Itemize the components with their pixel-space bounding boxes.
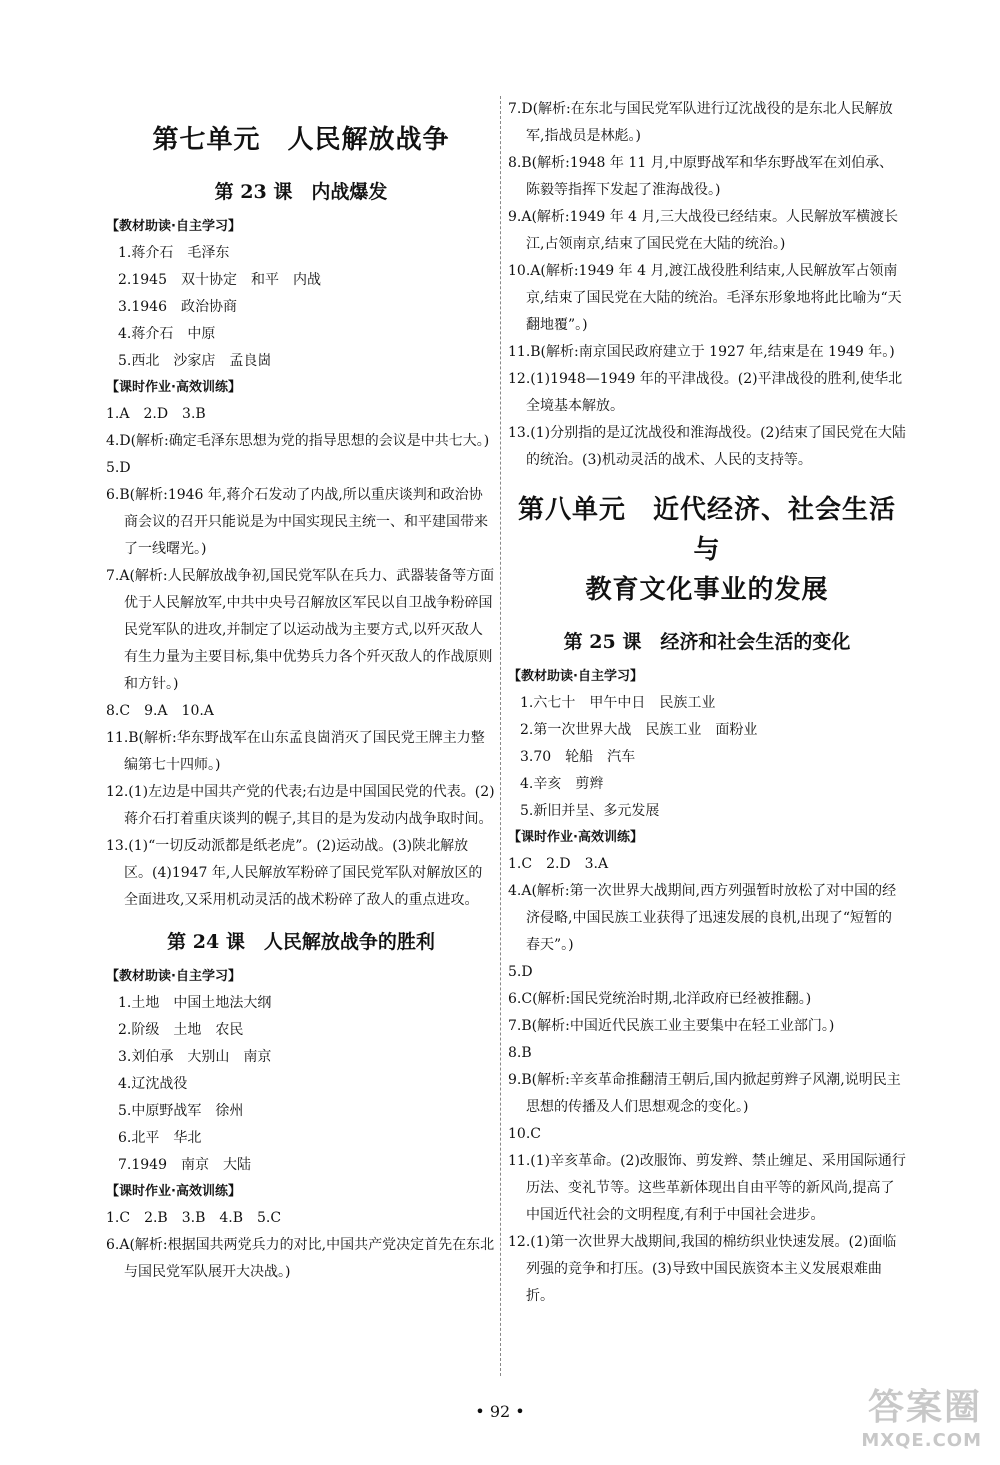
knowledge-point: 7.1949 南京 大陆 bbox=[118, 1157, 251, 1173]
lesson25-section-reading: 【教材助读·自主学习】 bbox=[508, 669, 643, 684]
knowledge-point: 2.1945 双十协定 和平 内战 bbox=[118, 272, 321, 288]
knowledge-point: 4.辛亥 剪辫 bbox=[520, 776, 604, 792]
answer-item: 4.D(解析:确定毛泽东思想为党的指导思想的会议是中共七大。) bbox=[106, 433, 490, 449]
knowledge-point: 2.第一次世界大战 民族工业 面粉业 bbox=[520, 722, 758, 738]
answer-item: 11.(1)辛亥革命。(2)改服饰、剪发辫、禁止缠足、采用国际通行历法、变礼节等。这些革新体现出自由平等的新风尚,提高了中国近代社会的文明程度,有利于中国社会进步。 bbox=[508, 1153, 906, 1223]
lesson25-section-homework: 【课时作业·高效训练】 bbox=[508, 830, 643, 845]
answer-item: 9.B(解析:辛亥革命推翻清王朝后,国内掀起剪辫子风潮,说明民主思想的传播及人们思想观念的变化。) bbox=[508, 1072, 901, 1115]
answer-item: 11.B(解析:南京国民政府建立于 1927 年,结束是在 1949 年。) bbox=[508, 344, 895, 360]
lesson23-section-homework: 【课时作业·高效训练】 bbox=[106, 380, 241, 395]
answer-item: 4.A(解析:第一次世界大战期间,西方列强暂时放松了对中国的经济侵略,中国民族工业获得了迅速发展的良机,出现了“短暂的春天”。) bbox=[508, 883, 897, 953]
answer-item: 5.D bbox=[508, 964, 533, 980]
answer-item: 12.(1)1948—1949 年的平津战役。(2)平津战役的胜利,使华北全境基本解放。 bbox=[508, 371, 903, 414]
answer-item: 8.C 9.A 10.A bbox=[106, 703, 214, 719]
left-column bbox=[106, 96, 496, 1286]
answer-item: 6.A(解析:根据国共两党兵力的对比,中国共产党决定首先在东北与国民党军队展开大决战。) bbox=[106, 1237, 495, 1280]
knowledge-point: 1.土地 中国土地法大纲 bbox=[118, 995, 272, 1011]
answer-item: 1.C 2.D 3.A bbox=[508, 856, 609, 872]
knowledge-point: 1.蒋介石 毛泽东 bbox=[118, 245, 230, 261]
knowledge-point: 3.70 轮船 汽车 bbox=[520, 749, 636, 765]
answer-item: 1.A 2.D 3.B bbox=[106, 406, 206, 422]
knowledge-point: 5.新旧并呈、多元发展 bbox=[520, 803, 660, 819]
knowledge-point: 1.六七十 甲午中日 民族工业 bbox=[520, 695, 716, 711]
answer-item: 1.C 2.B 3.B 4.B 5.C bbox=[106, 1210, 282, 1226]
unit8-title bbox=[508, 490, 906, 610]
answer-item: 6.B(解析:1946 年,蒋介石发动了内战,所以重庆谈判和政治协商会议的召开只能说是为中国实现民主统一、和平建国带来了一线曙光。) bbox=[106, 487, 488, 557]
lesson24-title: 第 24 课 人民解放战争的胜利 bbox=[167, 931, 435, 953]
column-divider bbox=[500, 96, 501, 1376]
knowledge-point: 3.刘伯承 大别山 南京 bbox=[118, 1049, 272, 1065]
unit7-title: 第七单元 人民解放战争 bbox=[152, 125, 450, 155]
right-column bbox=[508, 96, 906, 1310]
answer-item: 10.A(解析:1949 年 4 月,渡江战役胜利结束,人民解放军占领南京,结束了国民党在大陆的统治。毛泽东形象地将此比喻为“天翻地覆”。) bbox=[508, 263, 902, 333]
answer-item: 8.B(解析:1948 年 11 月,中原野战军和华东野战军在刘伯承、陈毅等指挥下发起了淮海战役。) bbox=[508, 155, 894, 198]
knowledge-point: 2.阶级 土地 农民 bbox=[118, 1022, 244, 1038]
answer-item: 12.(1)第一次世界大战期间,我国的棉纺织业快速发展。(2)面临列强的竞争和打压。(3)导致中国民族资本主义发展艰难曲折。 bbox=[508, 1234, 897, 1304]
answer-item: 8.B bbox=[508, 1045, 532, 1061]
watermark-text: 答案圈 bbox=[867, 1387, 982, 1428]
knowledge-point: 5.中原野战军 徐州 bbox=[118, 1103, 244, 1119]
lesson23-section-reading: 【教材助读·自主学习】 bbox=[106, 219, 241, 234]
page-number: • 92 • bbox=[475, 1402, 525, 1421]
lesson23-title: 第 23 课 内战爆发 bbox=[214, 181, 388, 203]
answer-item: 7.A(解析:人民解放战争初,国民党军队在兵力、武器装备等方面优于人民解放军,中共中央号召解放区军民以自卫战争粉碎国民党军队的进攻,并制定了以运动战为主要方式,以歼灭敌人有生力量为主要目标,集中优势兵力各个歼灭敌人的作战原则和方针。) bbox=[106, 568, 495, 692]
answer-item: 12.(1)左边是中国共产党的代表;右边是中国国民党的代表。(2)蒋介石打着重庆谈判的幌子,其目的是为发动内战争取时间。 bbox=[106, 784, 495, 827]
knowledge-point: 5.西北 沙家店 孟良崮 bbox=[118, 353, 272, 369]
answer-item: 7.D(解析:在东北与国民党军队进行辽沈战役的是东北人民解放军,指战员是林彪。) bbox=[508, 101, 893, 144]
watermark-url: MXQE.COM bbox=[861, 1430, 982, 1451]
answer-item: 11.B(解析:华东野战军在山东孟良崮消灭了国民党王牌主力整编第七十四师。) bbox=[106, 730, 485, 773]
unit8-title-line2: 教育文化事业的发展 bbox=[585, 575, 829, 605]
unit8-title-line1: 第八单元 近代经济、社会生活与 bbox=[517, 495, 896, 565]
lesson25-title: 第 25 课 经济和社会生活的变化 bbox=[563, 631, 851, 653]
knowledge-point: 4.蒋介石 中原 bbox=[118, 326, 216, 342]
answer-item: 6.C(解析:国民党统治时期,北洋政府已经被推翻。) bbox=[508, 991, 812, 1007]
knowledge-point: 6.北平 华北 bbox=[118, 1130, 202, 1146]
answer-item: 5.D bbox=[106, 460, 131, 476]
knowledge-point: 3.1946 政治协商 bbox=[118, 299, 237, 315]
lesson24-section-reading: 【教材助读·自主学习】 bbox=[106, 969, 241, 984]
lesson24-section-homework: 【课时作业·高效训练】 bbox=[106, 1184, 241, 1199]
answer-item: 7.B(解析:中国近代民族工业主要集中在轻工业部门。) bbox=[508, 1018, 835, 1034]
watermark-logo bbox=[861, 1379, 982, 1451]
answer-item: 13.(1)“一切反动派都是纸老虎”。(2)运动战。(3)陕北解放区。(4)1947 年,人民解放军粉碎了国民党军队对解放区的全面进攻,又采用机动灵活的战术粉碎了敌人的重点进攻。 bbox=[106, 838, 483, 908]
answer-item: 10.C bbox=[508, 1126, 541, 1142]
answer-item: 13.(1)分别指的是辽沈战役和淮海战役。(2)结束了国民党在大陆的统治。(3)机动灵活的战术、人民的支持等。 bbox=[508, 425, 906, 468]
knowledge-point: 4.辽沈战役 bbox=[118, 1076, 188, 1092]
answer-item: 9.A(解析:1949 年 4 月,三大战役已经结束。人民解放军横渡长江,占领南京,结束了国民党在大陆的统治。) bbox=[508, 209, 898, 252]
